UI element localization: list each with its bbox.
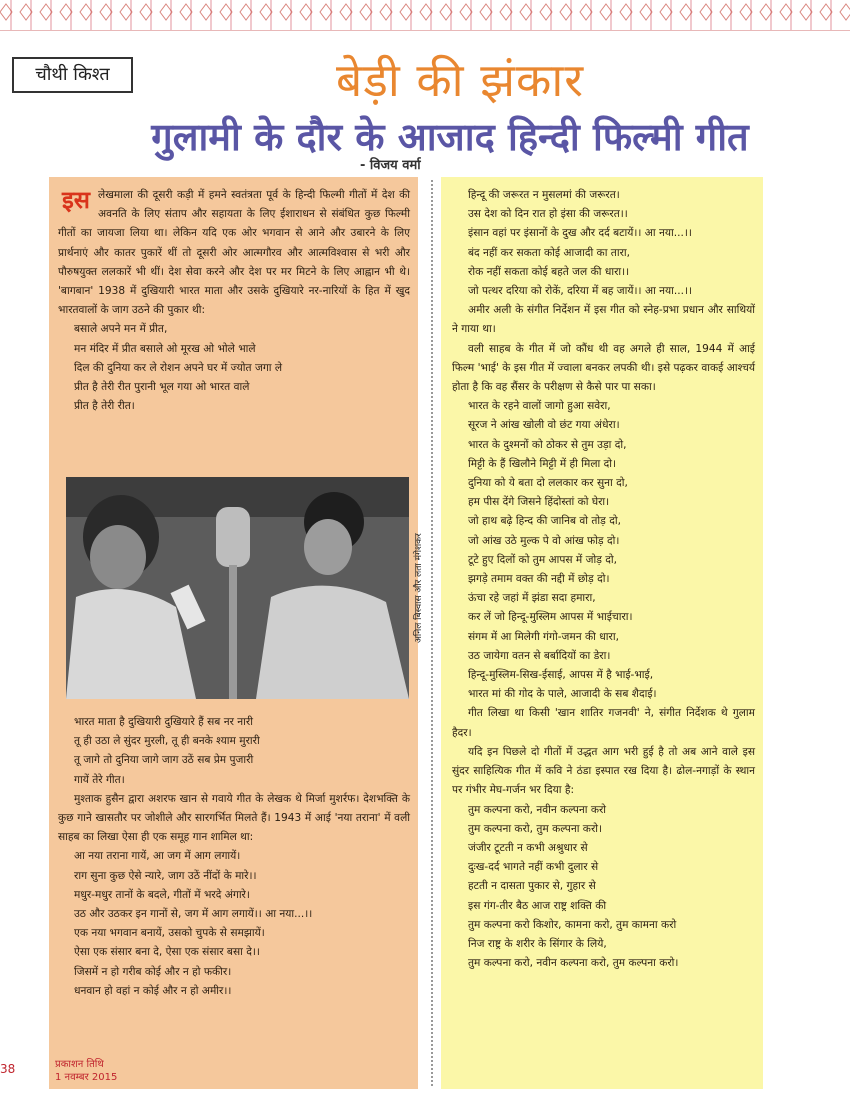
border-motif [140,4,152,20]
photo-singers [66,477,409,699]
border-motif [200,4,212,20]
border-motif [740,4,752,20]
border-motif [620,4,632,20]
page-title: बेड़ी की झंकार [335,53,585,107]
photo-image [66,477,409,699]
verse-line: तू जागे तो दुनिया जागे जाग उठें सब प्रेम पुजारी [74,754,254,767]
verse-line: धनवान हो वहां न कोई और न हो अमीर।। [74,984,232,997]
border-motif [600,4,612,20]
verse-line: जो पत्थर दरिया को रोकें, दरिया में बह जायें।। आ नया...।। [468,285,693,298]
verse-bhai [452,397,755,704]
left-column-bottom [58,713,410,1001]
verse-line: एक नया भगवान बनायें, उसको चुपके से समझायें। [74,927,265,940]
border-motif [780,4,792,20]
verse-line: दिल की दुनिया कर ले रोशन अपने घर में ज्योत जगा ले [74,361,283,374]
page-number: 38 [0,1062,16,1076]
border-motif [720,4,732,20]
verse-baagbaan [58,320,410,416]
border-motif [340,4,352,20]
verse-line: इंसान वहां पर इंसानों के दुख और दर्द बटायें।। आ नया...।। [468,227,692,240]
verse-line: मधुर-मधुर तानों के बदले, गीतों में भरदे अंगारे। [74,888,250,901]
border-motif [580,4,592,20]
verse-line: भारत के रहने वालों जागो हुआ सवेरा, [468,400,611,413]
border-motif [640,4,652,20]
border-motif [520,4,532,20]
border-motif [500,4,512,20]
paragraph-amir-ali: अमीर अली के संगीत निर्देशन में इस गीत को स्नेह-प्रभा प्रधान और साथियों ने गाया था। [452,304,755,336]
verse-line: तुम कल्पना करो, नवीन कल्पना करो, तुम कल्पना करो। [468,957,679,970]
verse-line: उठ और उठकर इन गानों से, जग में आग लगायें।। आ नया...।। [74,908,313,921]
verse-line: तुम कल्पना करो किशोर, कामना करो, तुम कामना करो [468,918,677,931]
verse-kalpana [452,801,755,974]
paragraph-kalpana: यदि इन पिछले दो गीतों में उद्धत आग भरी हुई है तो अब आने वाले इस सुंदर साहित्यिक गीत में कवि ने ठंडा इस्पात रख दिया है। ढोल-नगाड़ों के स्थान पर गंभीर मेघ-गर्जन भर दिया है: [452,745,755,797]
verse-line: भारत मां की गोद के पाले, आजादी के सब शैदाई। [468,688,657,701]
border-motif [120,4,132,20]
border-motif [240,4,252,20]
verse-naya-tarana-cont [452,186,755,301]
border-motif [300,4,312,20]
border-motif [260,4,272,20]
border-motif [20,4,32,20]
verse-line: सूरज ने आंख खोली वो छंट गया अंधेरा। [468,419,620,432]
verse-line: तुम कल्पना करो, नवीन कल्पना करो [468,803,607,816]
border-motif [280,4,292,20]
photo-caption: अनिल बिस्वास और लता मंगेशकर [414,533,424,644]
verse-line: हम पीस देंगे जिसने हिंदोस्तां को घेरा। [468,496,610,509]
border-motif [820,4,832,20]
paragraph-naya-tarana: मुश्ताक हुसैन द्वारा अशरफ खान से गवाये गीत के लेखक थे मिर्जा मुशर्रफ। देशभक्ति के कुछ गाने खासतौर पर जोशीले और सारगर्भित मिलते हैं। 1943 में आई 'नया तराना' में वली साहब का लिखा ऐसा ही एक समूह गान शामिल था: [58,792,410,844]
verse-line: तू ही उठा ले सुंदर मुरली, तू ही बनके श्याम मुरारी [74,735,260,748]
verse-line: बसाले अपने मन में प्रीत, [74,323,168,336]
page-subtitle: गुलामी के दौर के आजाद हिन्दी फिल्मी गीत [151,115,749,159]
verse-line: झगड़े तमाम वक्त की नद्दी में छोड़ दो। [468,573,610,586]
border-motif [480,4,492,20]
verse-line: प्रीत है तेरी रीत पुरानी भूल गया ओ भारत वाले [74,381,250,394]
border-motif [400,4,412,20]
border-motif [540,4,552,20]
verse-line: उठ जायेगा वतन से बर्बादियों का डेरा। [468,649,611,662]
border-motif [40,4,52,20]
author-byline: - विजय वर्मा [360,158,421,173]
verse-line: भारत के दुश्मनों को ठोकर से तुम उड़ा दो, [468,438,627,451]
verse-line: तुम कल्पना करो, तुम कल्पना करो। [468,822,603,835]
right-column [452,186,755,973]
verse-line: प्रीत है तेरी रीत। [74,400,135,413]
verse-line: गायें तेरे गीत। [74,773,125,786]
drop-cap: इस [62,186,91,214]
border-motif [800,4,812,20]
border-motif [420,4,432,20]
border-motif [700,4,712,20]
border-motif [760,4,772,20]
border-motif [380,4,392,20]
left-column-top [58,186,410,416]
border-motif [0,4,12,20]
border-motif [440,4,452,20]
verse-line: हटती न दासता पुकार से, गुहार से [468,880,596,893]
verse-line: जो हाथ बढ़े हिन्द की जानिब वो तोड़ दो, [468,515,621,528]
verse-line: निज राष्ट्र के शरीर के सिंगार के लिये, [468,937,607,950]
verse-line: संगम में आ मिलेगी गंगो-जमन की धारा, [468,630,619,643]
paragraph-ghulam-haider: गीत लिखा था किसी 'खान शातिर गजनवी' ने, संगीत निर्देशक थे गुलाम हैदर। [452,707,755,739]
border-motif [660,4,672,20]
verse-line: आ नया तराना गायें, आ जग में आग लगायें। [74,850,241,863]
border-motif [80,4,92,20]
verse-naya-tarana [58,847,410,1001]
verse-line: ऐसा एक संसार बना दे, ऐसा एक संसार बसा दे।। [74,946,260,959]
column-divider [431,180,433,1086]
verse-line: जिसमें न हो गरीब कोई और न हो फकीर। [74,965,232,978]
border-pattern [0,0,850,30]
border-motif [460,4,472,20]
paragraph-bhai: वली साहब के गीत में जो कौंध थी वह अगले ही साल, 1944 में आई फिल्म 'भाई' के इस गीत में ज्वाला बनकर लपकी थी। इसे पढ़कर वाकई आश्चर्य होता है कि वह सैंसर के परीक्षण से कैसे पार पा सका। [452,342,755,394]
border-motif [60,4,72,20]
verse-line: हिन्दू की जरूरत न मुसलमां की जरूरत। [468,189,620,201]
verse-line: बंद नहीं कर सकता कोई आजादी का तारा, [468,246,631,259]
verse-line: दुनिया को ये बता दो ललकार कर सुना दो, [468,477,628,490]
verse-line: दुःख-दर्द भागते नहीं कभी दुलार से [468,861,599,874]
verse-line: हिन्दू-मुस्लिम-सिख-ईसाई, आपस में है भाई-भाई, [468,669,654,682]
verse-line: राग सुना कुछ ऐसे न्यारे, जाग उठें नींदों के मारे।। [74,869,257,882]
publication-date: 1 नवम्बर 2015 [55,1072,118,1083]
verse-line: मिट्टी के हैं खिलौने मिट्टी में ही मिला दो। [468,457,617,470]
border-motif [560,4,572,20]
border-motif [220,4,232,20]
verse-line: कर लें जो हिन्दू-मुस्लिम आपस में भाईचारा। [468,611,633,624]
verse-line: उस देश को दिन रात हो इंसा की जरूरत।। [468,208,628,221]
publication-label: प्रकाशन तिथि [55,1059,104,1070]
verse-line: इस गंग-तीर बैठ आज राष्ट्र शक्ति की [468,899,607,912]
border-motif [180,4,192,20]
verse-bharat-mata [58,713,410,790]
verse-line: ऊंचा रहे जहां में झंडा सदा हमारा, [468,592,596,605]
border-motif [840,4,850,20]
decorative-border [0,0,850,31]
publication-info [55,1058,117,1084]
border-motif [680,4,692,20]
verse-line: जो आंख उठे मुल्क पे वो आंख फोड़ दो। [468,534,620,547]
verse-line: मन मंदिर में प्रीत बसाले ओ मूरख ओ भोले भाले [74,342,256,355]
border-motif [100,4,112,20]
verse-line: टूटे हुए दिलों को तुम आपस में जोड़ दो, [468,553,617,566]
border-motif [160,4,172,20]
verse-line: रोक नहीं सकता कोई बहते जल की धारा।। [468,265,630,278]
intro-paragraph: इस लेखमाला की दूसरी कड़ी में हमने स्वतंत्रता पूर्व के हिन्दी फिल्मी गीतों में देश की अवनति के लिए संताप और सहायता के लिए ईशाराधन से संबंधित कुछ फिल्मी गीतों का जायजा लिया था। लेकिन यदि एक ओर भगवान से आने और उबारने के लिए प्रार्थनाएं और कातर पुकारें थीं तो दूसरी ओर आत्मगौरव और आत्मविश्वास से भरी और पौरुषयुक्त ललकारें भी थीं। देश सेवा करने और देश पर मर मिटने के लिए आह्वान भी थे। 'बागबान' 1938 में दुखियारी भारत माता और उसके दुखियारे नर-नारियों के हित में खुद भारतवालों के जाग उठने की पुकार थी: [58,186,410,317]
border-motif [360,4,372,20]
border-motif [320,4,332,20]
verse-line: जंजीर टूटती न कभी अश्रुधार से [468,841,588,854]
verse-line: भारत माता है दुखियारी दुखियारे हैं सब नर नारी [74,716,253,728]
installment-label: चौथी किश्त [12,57,133,93]
